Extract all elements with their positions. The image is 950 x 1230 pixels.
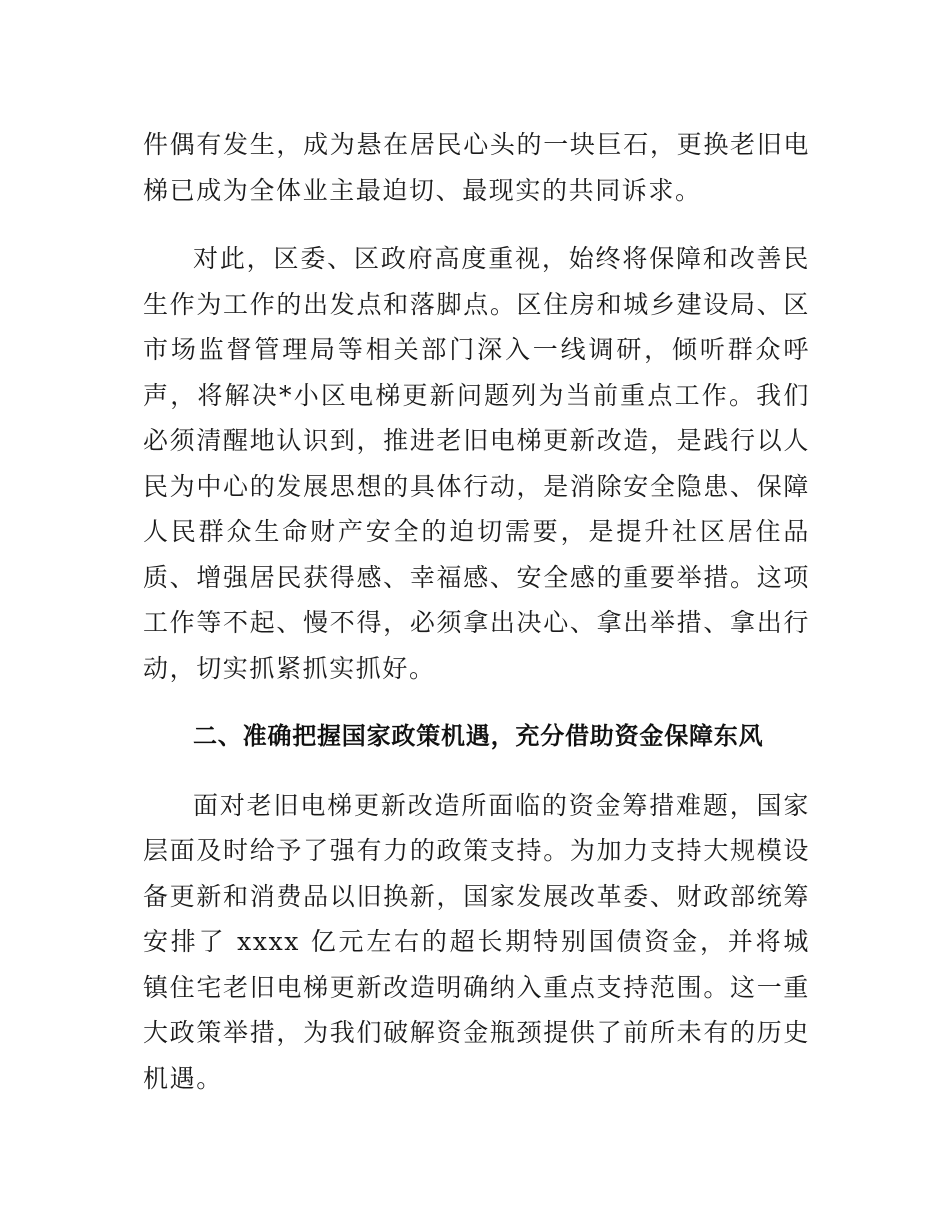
paragraph-continuation: 件偶有发生，成为悬在居民心头的一块巨石，更换老旧电梯已成为全体业主最迫切、最现实的共同诉求。 (143, 130, 810, 205)
paragraph-policy-support: 面对老旧电梯更新改造所面临的资金筹措难题，国家层面及时给予了强有力的政策支持。为加力支持大规模设备更新和消费品以旧换新，国家发展改革委、财政部统筹安排了 xxxx 亿元左右的超长期特别国债资金，并将城镇住宅老旧电梯更新改造明确纳入重点支持范围。这一重大政策举措，为我们破解资金瓶颈提供了前所未有的历史机遇。 (143, 790, 810, 1093)
paragraph-government-attention: 对此，区委、区政府高度重视，始终将保障和改善民生作为工作的出发点和落脚点。区住房和城乡建设局、区市场监督管理局等相关部门深入一线调研，倾听群众呼声，将解决*小区电梯更新问题列为当前重点工作。我们必须清醒地认识到，推进老旧电梯更新改造，是践行以人民为中心的发展思想的具体行动，是消除安全隐患、保障人民群众生命财产安全的迫切需要，是提升社区居住品质、增强居民获得感、幸福感、安全感的重要举措。这项工作等不起、慢不得，必须拿出决心、拿出举措、拿出行动，切实抓紧抓实抓好。 (143, 244, 810, 683)
document-body (143, 122, 810, 1101)
section-heading: 二、准确把握国家政策机遇，充分借助资金保障东风 (193, 722, 764, 750)
